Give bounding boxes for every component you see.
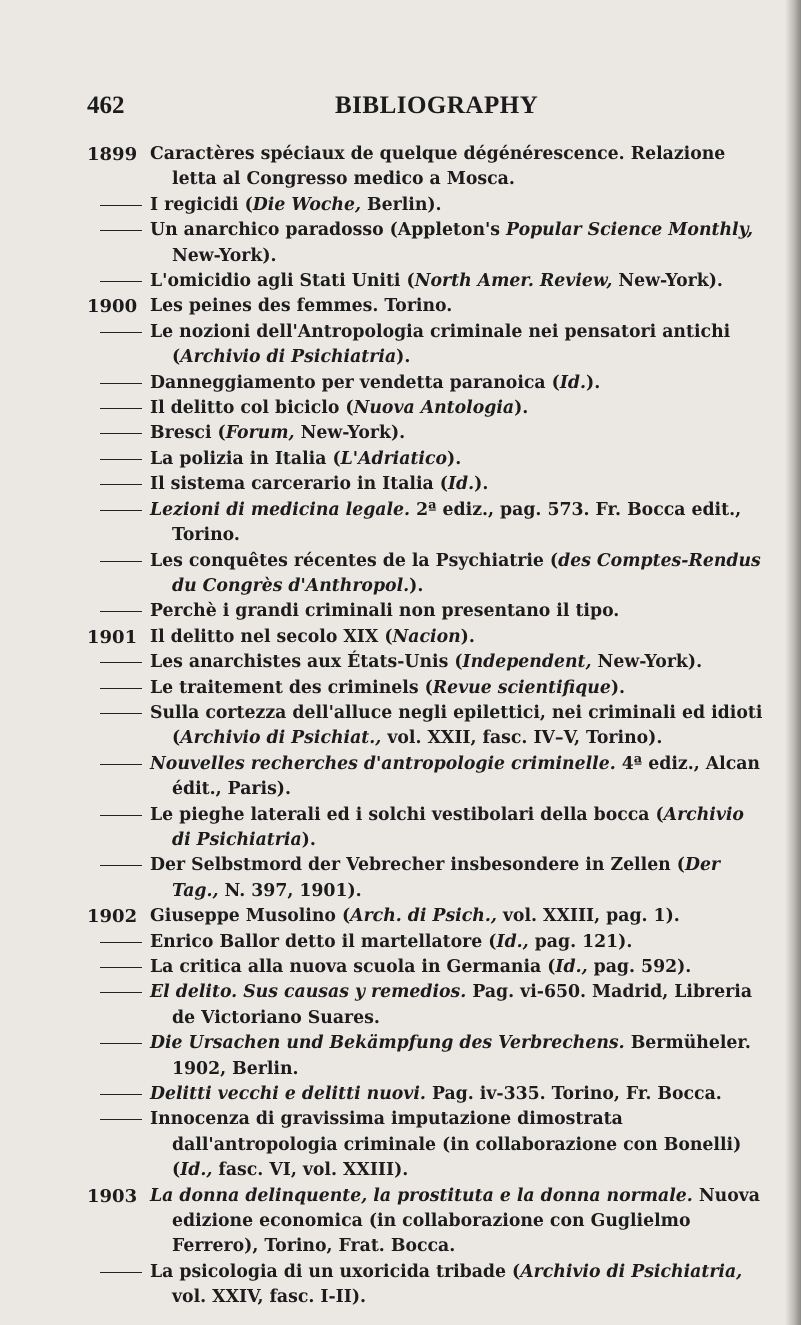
entry-year: 1902 bbox=[87, 906, 138, 928]
bibliography-entry bbox=[87, 1184, 767, 1260]
entry-text-segment: N. 397, 1901). bbox=[218, 880, 362, 901]
entry-title-italic: Id., bbox=[555, 957, 588, 977]
entry-text-segment: ). bbox=[447, 448, 462, 469]
bibliography-entry bbox=[87, 294, 767, 319]
bibliography-entry bbox=[87, 650, 767, 675]
entry-title-italic: Die Ursachen und Bekämpfung des Verbrechens. bbox=[150, 1033, 625, 1054]
page-edge-shadow bbox=[785, 0, 801, 1325]
ditto-dash bbox=[100, 281, 142, 282]
ditto-dash bbox=[100, 230, 142, 231]
bibliography-entry bbox=[87, 371, 767, 396]
entry-text-segment: Caractères spéciaux de quelque dégénérescence. Relazione letta al Congresso medico a Mosca. bbox=[150, 144, 726, 190]
entry-text-segment: ). bbox=[610, 677, 626, 698]
entry-text-segment: L'omicidio agli Stati Uniti ( bbox=[150, 271, 415, 292]
ditto-dash bbox=[100, 459, 142, 460]
bibliography-entry bbox=[87, 676, 767, 701]
entry-title-italic: Id. bbox=[559, 372, 587, 393]
entry-title-italic: Der Tag., bbox=[172, 855, 721, 901]
entry-text bbox=[150, 1031, 767, 1082]
entry-text-segment: 2ª ediz., pag. 573. Fr. Bocca edit., Torino. bbox=[172, 499, 742, 546]
entry-title-italic: Id., bbox=[496, 931, 529, 952]
entry-year: 1899 bbox=[87, 144, 138, 165]
entry-text-segment: ). bbox=[396, 347, 411, 368]
entry-text-segment: vol. XXIV, fasc. I-II). bbox=[172, 1287, 367, 1308]
entry-title-italic: La donna delinquente, la prostituta e la donna normale. bbox=[150, 1185, 693, 1206]
bibliography-entry bbox=[87, 549, 767, 600]
entry-text bbox=[150, 1260, 767, 1311]
entry-title-italic: L'Adriatico bbox=[340, 448, 448, 469]
entry-text-segment: Nuova edizione economica (in collaborazione con Guglielmo Ferrero), Torino, Frat. Bocca. bbox=[172, 1185, 760, 1257]
entry-text-segment: Bermüheler. 1902, Berlin. bbox=[172, 1033, 751, 1079]
entry-text-segment: ). bbox=[460, 626, 475, 647]
entry-text-segment: ). bbox=[301, 829, 316, 850]
entry-text bbox=[150, 676, 767, 701]
entry-title-italic: Lezioni di medicina legale. bbox=[150, 499, 411, 520]
entry-text bbox=[150, 1107, 767, 1183]
entry-title-italic: Archivio di Psichiatria, bbox=[520, 1261, 743, 1282]
ditto-dash bbox=[100, 1119, 142, 1120]
bibliography-entry bbox=[87, 218, 767, 269]
page-header bbox=[87, 92, 737, 122]
page-number: 462 bbox=[87, 92, 125, 119]
entry-text bbox=[150, 650, 767, 675]
bibliography-entry bbox=[87, 752, 767, 803]
ditto-dash bbox=[100, 942, 142, 943]
entry-text-segment: Berlin). bbox=[360, 194, 442, 215]
entry-text bbox=[150, 930, 767, 955]
entry-text bbox=[150, 904, 767, 929]
entry-text bbox=[150, 498, 767, 549]
entry-text-segment: Le traitement des criminels ( bbox=[150, 677, 433, 698]
entry-title-italic: Id. bbox=[447, 474, 475, 495]
entry-text-segment: Giuseppe Musolino ( bbox=[150, 906, 351, 927]
entry-title-italic: Forum, bbox=[225, 423, 295, 444]
entry-text-segment: Danneggiamento per vendetta paranoica ( bbox=[150, 372, 560, 393]
entry-text-segment: Enrico Ballor detto il martellatore ( bbox=[150, 931, 497, 952]
ditto-dash bbox=[100, 1094, 142, 1095]
bibliography-entry bbox=[87, 498, 767, 549]
entry-text-segment: ). bbox=[586, 372, 601, 393]
bibliography-entry bbox=[87, 1107, 767, 1183]
ditto-dash bbox=[100, 383, 142, 384]
entry-text-segment: Les conquêtes récentes de la Psychiatrie ( bbox=[150, 550, 559, 571]
entry-title-italic: Archivio di Psichiatria bbox=[180, 347, 397, 368]
bibliography-entry bbox=[87, 904, 767, 929]
entry-title-italic: Nouvelles recherches d'antropologie criminelle. bbox=[150, 753, 616, 774]
entry-year: 1901 bbox=[87, 626, 138, 648]
entry-text bbox=[150, 218, 767, 269]
ditto-dash bbox=[100, 561, 142, 562]
entry-title-italic: Nacion bbox=[392, 626, 461, 647]
entry-text-segment: Les peines des femmes. Torino. bbox=[150, 296, 453, 317]
entry-text-segment: Pag. vi-650. Madrid, Libreria de Victoriano Suares. bbox=[172, 982, 753, 1028]
entry-text-segment: New-York). bbox=[591, 652, 703, 673]
entry-text bbox=[150, 701, 767, 752]
ditto-dash bbox=[100, 510, 142, 511]
entry-title-italic: El delito. Sus causas y remedios. bbox=[150, 982, 467, 1003]
entry-text-segment: ). bbox=[474, 474, 489, 495]
entry-text bbox=[150, 803, 767, 854]
entry-text bbox=[150, 549, 767, 600]
entry-text-segment: Le pieghe laterali ed i solchi vestibolari della bocca ( bbox=[150, 804, 664, 825]
bibliography-list bbox=[87, 142, 767, 1311]
ditto-dash bbox=[100, 1043, 142, 1044]
entry-text-segment: I regicidi ( bbox=[150, 194, 253, 215]
ditto-dash bbox=[100, 205, 142, 206]
entry-title-italic: Independent, bbox=[462, 652, 592, 673]
ditto-dash bbox=[100, 713, 142, 714]
bibliography-entry bbox=[87, 447, 767, 472]
entry-text-segment: Innocenza di gravissima imputazione dimostrata dall'antropologia criminale (in collaborazione con Bonelli) ( bbox=[150, 1109, 742, 1181]
entry-text-segment: Le nozioni dell'Antropologia criminale nei pensatori antichi ( bbox=[150, 321, 731, 368]
ditto-dash bbox=[100, 992, 142, 993]
ditto-dash bbox=[100, 484, 142, 485]
entry-text bbox=[150, 421, 767, 446]
entry-text bbox=[150, 371, 767, 396]
entry-text-segment: New-York). bbox=[294, 423, 406, 444]
entry-title-italic: Revue scientifique bbox=[432, 677, 611, 698]
entry-text-segment: Un anarchico paradosso (Appleton's bbox=[150, 220, 507, 241]
entry-text-segment: Bresci ( bbox=[150, 423, 226, 444]
bibliography-entry bbox=[87, 853, 767, 904]
bibliography-entry bbox=[87, 625, 767, 650]
entry-text bbox=[150, 853, 767, 904]
entry-title-italic: Popular Science Monthly, bbox=[506, 220, 754, 241]
bibliography-entry bbox=[87, 1260, 767, 1311]
entry-text-segment: Perchè i grandi criminali non presentano il tipo. bbox=[150, 601, 620, 622]
entry-text bbox=[150, 142, 767, 193]
bibliography-entry bbox=[87, 421, 767, 446]
entry-text-segment: Il delitto col biciclo ( bbox=[150, 398, 354, 419]
bibliography-entry bbox=[87, 269, 767, 294]
entry-text-segment: vol. XXIII, pag. 1). bbox=[496, 906, 680, 927]
bibliography-entry bbox=[87, 320, 767, 371]
entry-text-segment: Pag. iv-335. Torino, Fr. Bocca. bbox=[425, 1084, 722, 1105]
ditto-dash bbox=[100, 688, 142, 689]
entry-title-italic: des Comptes-Rendus du Congrès d'Anthropol. bbox=[172, 550, 761, 596]
entry-text bbox=[150, 320, 767, 371]
ditto-dash bbox=[100, 662, 142, 663]
ditto-dash bbox=[100, 764, 142, 765]
ditto-dash bbox=[100, 865, 142, 866]
entry-title-italic: Id., bbox=[180, 1160, 213, 1181]
entry-text bbox=[150, 447, 767, 472]
bibliography-entry bbox=[87, 193, 767, 218]
entry-text-segment: New-York). bbox=[612, 271, 723, 292]
bibliography-entry bbox=[87, 396, 767, 421]
bibliography-entry bbox=[87, 599, 767, 624]
entry-text-segment: fasc. VI, vol. XXIII). bbox=[212, 1160, 409, 1181]
entry-text-segment: Il sistema carcerario in Italia ( bbox=[150, 474, 448, 495]
bibliography-entry bbox=[87, 142, 767, 193]
ditto-dash bbox=[100, 1272, 142, 1273]
entry-text-segment: Der Selbstmord der Vebrecher insbesondere in Zellen ( bbox=[150, 855, 685, 876]
entry-text-segment: Sulla cortezza dell'alluce negli epilettici, nei criminali ed idioti ( bbox=[150, 702, 763, 749]
entry-text-segment: New-York). bbox=[172, 245, 277, 266]
bibliography-entry bbox=[87, 803, 767, 854]
bibliography-entry bbox=[87, 1031, 767, 1082]
entry-text-segment: La psicologia di un uxoricida tribade ( bbox=[150, 1261, 521, 1282]
entry-text bbox=[150, 269, 767, 294]
entry-text-segment: ). bbox=[514, 398, 529, 419]
entry-title-italic: Delitti vecchi e delitti nuovi. bbox=[150, 1084, 426, 1105]
entry-title-italic: Arch. di Psich., bbox=[350, 906, 497, 927]
entry-text-segment: ). bbox=[409, 575, 424, 596]
entry-text bbox=[150, 396, 767, 421]
entry-year: 1900 bbox=[87, 296, 138, 318]
ditto-dash bbox=[100, 408, 142, 409]
entry-text bbox=[150, 752, 767, 803]
entry-text bbox=[150, 294, 767, 319]
ditto-dash bbox=[100, 611, 142, 612]
running-title: BIBLIOGRAPHY bbox=[335, 92, 539, 119]
entry-text-segment: Il delitto nel secolo XIX ( bbox=[150, 626, 393, 647]
ditto-dash bbox=[100, 433, 142, 434]
entry-text-segment: 4ª ediz., Alcan édit., Paris). bbox=[172, 753, 760, 800]
entry-text bbox=[150, 980, 767, 1031]
entry-text-segment: vol. XXII, fasc. IV–V, Torino). bbox=[381, 728, 663, 749]
ditto-dash bbox=[100, 332, 142, 333]
entry-text bbox=[150, 625, 767, 650]
entry-text-segment: Les anarchistes aux États-Unis ( bbox=[150, 652, 463, 673]
bibliography-entry bbox=[87, 701, 767, 752]
entry-title-italic: North Amer. Review, bbox=[414, 271, 613, 292]
bibliography-entry bbox=[87, 472, 767, 497]
ditto-dash bbox=[100, 967, 142, 968]
entry-text-segment: La critica alla nuova scuola in Germania ( bbox=[150, 957, 556, 977]
entry-text-segment: pag. 121). bbox=[528, 931, 633, 952]
bibliography-entry bbox=[87, 955, 767, 980]
entry-title-italic: Die Woche, bbox=[252, 194, 361, 215]
entry-text bbox=[150, 472, 767, 497]
ditto-dash bbox=[100, 815, 142, 816]
entry-text bbox=[150, 1082, 767, 1107]
entry-title-italic: Archivio di Psichiatria bbox=[172, 804, 744, 850]
entry-text bbox=[150, 1184, 767, 1260]
entry-text-segment: pag. 592). bbox=[587, 957, 692, 977]
entry-text bbox=[150, 599, 767, 624]
bibliography-entry bbox=[87, 980, 767, 1031]
bibliography-entry bbox=[87, 930, 767, 955]
entry-year: 1903 bbox=[87, 1185, 138, 1207]
bibliography-entry bbox=[87, 1082, 767, 1107]
entry-title-italic: Archivio di Psichiat., bbox=[180, 728, 382, 749]
entry-text bbox=[150, 193, 767, 218]
entry-text bbox=[150, 955, 767, 980]
entry-text-segment: La polizia in Italia ( bbox=[150, 448, 341, 469]
entry-title-italic: Nuova Antologia bbox=[353, 398, 515, 419]
